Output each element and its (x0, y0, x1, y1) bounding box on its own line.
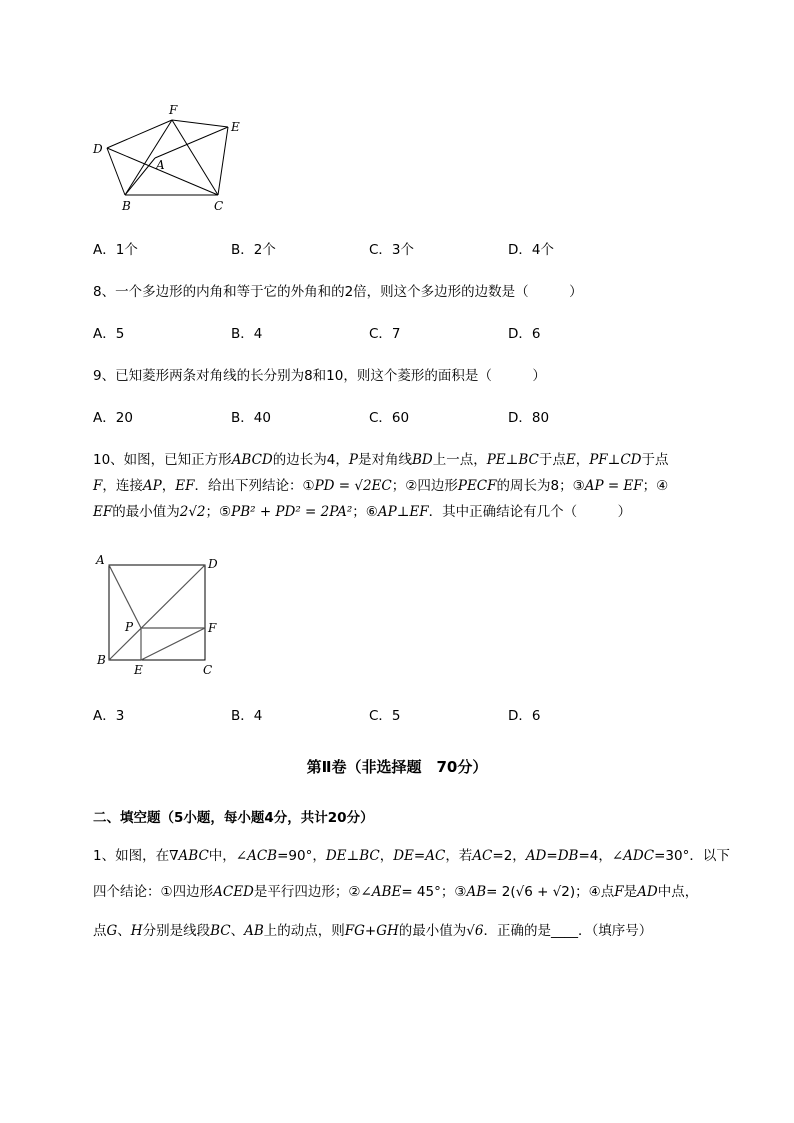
fill1-math: ∠ACB (235, 848, 278, 864)
q10-text: ．给出下列结论：① (194, 478, 315, 494)
fig2-label-e: E (134, 663, 143, 677)
q9-option-c[interactable]: C．60 (369, 410, 410, 426)
fill1-text: =30°．以下 (654, 848, 730, 864)
fill1-math: √6 (466, 923, 484, 939)
fill1-text: 、 (230, 923, 245, 939)
q9-option-d[interactable]: D．80 (508, 410, 550, 426)
fill1-text: 四个结论：①四边形 (93, 884, 214, 900)
q10-math: E (565, 452, 576, 468)
q9-option-a[interactable]: A．20 (93, 410, 133, 426)
fig1-label-f: F (169, 103, 178, 117)
fill1-text: 是平行四边形；② (253, 884, 361, 900)
fill1-text: = 2(√6 + √2) (486, 884, 576, 900)
q10-text: ，连接 (102, 478, 143, 494)
fill1-text: = (546, 848, 558, 864)
q10-stem-line-2 (93, 476, 668, 496)
q10-option-a[interactable]: A．3 (93, 708, 125, 724)
q10-math: BD (411, 452, 433, 468)
fill1-text: + (364, 923, 377, 939)
figure-2 (90, 550, 230, 685)
q10-option-b[interactable]: B．4 (231, 708, 263, 724)
fill1-text: 上的动点，则 (263, 923, 345, 939)
q9-option-b[interactable]: B．40 (231, 410, 271, 426)
q10-stem-line-1 (93, 450, 669, 470)
fill1-text: 1、如图，在 (93, 848, 170, 864)
q10-math: PF⊥CD (589, 452, 642, 468)
fill1-math: AC (425, 848, 446, 864)
q10-text: 的边长为4， (272, 452, 349, 468)
fill1-text: = 45°；③ (401, 884, 467, 900)
fill1-text: ；④点 (575, 884, 615, 900)
q10-text: 10、如图，已知正方形 (93, 452, 232, 468)
fill1-math: F (614, 884, 624, 900)
fig2-label-b: B (97, 653, 106, 667)
fig1-label-b: B (122, 199, 131, 213)
fig2-label-p: P (125, 620, 134, 634)
q8-option-c[interactable]: C．7 (369, 326, 401, 342)
q10-option-c[interactable]: C．5 (369, 708, 401, 724)
fill1-text: ， (379, 848, 394, 864)
fill1-math: AB (244, 923, 264, 939)
q10-text: 的周长为8；③ (496, 478, 585, 494)
fill1-math: BC (210, 923, 231, 939)
q10-math: PD = √2EC (314, 478, 392, 494)
q10-math: EF (175, 478, 195, 494)
fill1-line-2 (93, 882, 698, 902)
fill1-math: ∠ABE (360, 884, 402, 900)
q10-text: 是对角线 (357, 452, 412, 468)
fill1-math: FG (344, 923, 365, 939)
q8-option-a[interactable]: A．5 (93, 326, 125, 342)
q10-text: ， (161, 478, 176, 494)
q10-math: EF (93, 504, 113, 520)
fill1-text: 分别是线段 (142, 923, 211, 939)
q10-math: AP = EF (584, 478, 643, 494)
fig1-label-c: C (214, 199, 224, 213)
q7-option-b[interactable]: B．2个 (231, 242, 276, 258)
fill1-math: H (130, 923, 143, 939)
fill1-math: DE⊥BC (325, 848, 380, 864)
fig2-label-a: A (96, 553, 105, 567)
q10-math: F (93, 478, 103, 494)
fill1-line-3 (93, 921, 652, 941)
fill1-math: ∇ABC (169, 848, 209, 864)
fig1-label-e: E (231, 120, 240, 134)
fig2-label-c: C (203, 663, 213, 677)
fig2-label-f: F (208, 621, 217, 635)
q10-stem-line-3 (93, 502, 631, 522)
q10-text: 于点 (641, 452, 669, 468)
q10-math: P (348, 452, 358, 468)
q10-text: ， (575, 452, 590, 468)
fill1-text: 点 (93, 923, 107, 939)
q10-math: PE⊥BC (486, 452, 539, 468)
fill1-text: 、 (117, 923, 131, 939)
q7-option-c[interactable]: C．3个 (369, 242, 415, 258)
fill1-text: 是 (623, 884, 638, 900)
q10-math: AP (142, 478, 162, 494)
fill1-text: 中点， (657, 884, 699, 900)
fill1-text: ．正确的是____．（填序号） (483, 923, 653, 939)
fill1-text: 的最小值为 (398, 923, 467, 939)
fill1-math: DB (557, 848, 579, 864)
fig2-label-d: D (208, 557, 218, 571)
q8-option-d[interactable]: D．6 (508, 326, 541, 342)
fill1-math: ACED (213, 884, 254, 900)
q10-text: ；④ (642, 478, 669, 494)
fill1-line-1 (93, 846, 730, 866)
q10-text: 上一点， (432, 452, 487, 468)
q9-stem: 9、已知菱形两条对角线的长分别为8和10，则这个菱形的面积是（ ） (93, 368, 546, 384)
q10-math: 2√2 (179, 504, 206, 520)
fig1-label-d: D (93, 142, 103, 156)
q7-option-a[interactable]: A．1个 (93, 242, 138, 258)
fill1-math: ∠ADC (611, 848, 655, 864)
q10-text: 于点 (538, 452, 566, 468)
q10-text: ；⑤ (205, 504, 232, 520)
q8-stem: 8、一个多边形的内角和等于它的外角和的2倍，则这个多边形的边数是（ ） (93, 284, 583, 300)
fill1-text: 中， (208, 848, 236, 864)
fill1-math: DE (393, 848, 414, 864)
q10-text: ．其中正确结论有几个（ ） (428, 504, 632, 520)
q10-text: ；⑥ (352, 504, 378, 520)
section2-heading: 二、填空题（5小题，每小题4分，共计20分） (93, 810, 374, 826)
q10-math: AP⊥EF (377, 504, 429, 520)
figure-1 (85, 98, 255, 220)
fill1-math: G (106, 923, 118, 939)
fill1-text: = (413, 848, 426, 864)
fill1-text: ，若 (445, 848, 473, 864)
fill1-math: AC (472, 848, 493, 864)
q10-math: ABCD (231, 452, 273, 468)
q7-option-d[interactable]: D．4个 (508, 242, 554, 258)
fill1-math: AD (525, 848, 547, 864)
q8-option-b[interactable]: B．4 (231, 326, 263, 342)
q10-text: 的最小值为 (112, 504, 180, 520)
fill1-math: AB (466, 884, 487, 900)
part2-title: 第Ⅱ卷（非选择题 70分） (306, 758, 488, 776)
fill1-math: GH (376, 923, 399, 939)
q10-option-d[interactable]: D．6 (508, 708, 541, 724)
q10-math: PB² + PD² = 2PA² (231, 504, 353, 520)
fig1-label-a: A (156, 158, 165, 172)
q10-math: PECF (457, 478, 497, 494)
fill1-text: =90°， (277, 848, 326, 864)
fill1-math: AD (637, 884, 658, 900)
fill1-text: =4， (578, 848, 612, 864)
fill1-text: =2， (492, 848, 526, 864)
q10-text: ；②四边形 (391, 478, 458, 494)
